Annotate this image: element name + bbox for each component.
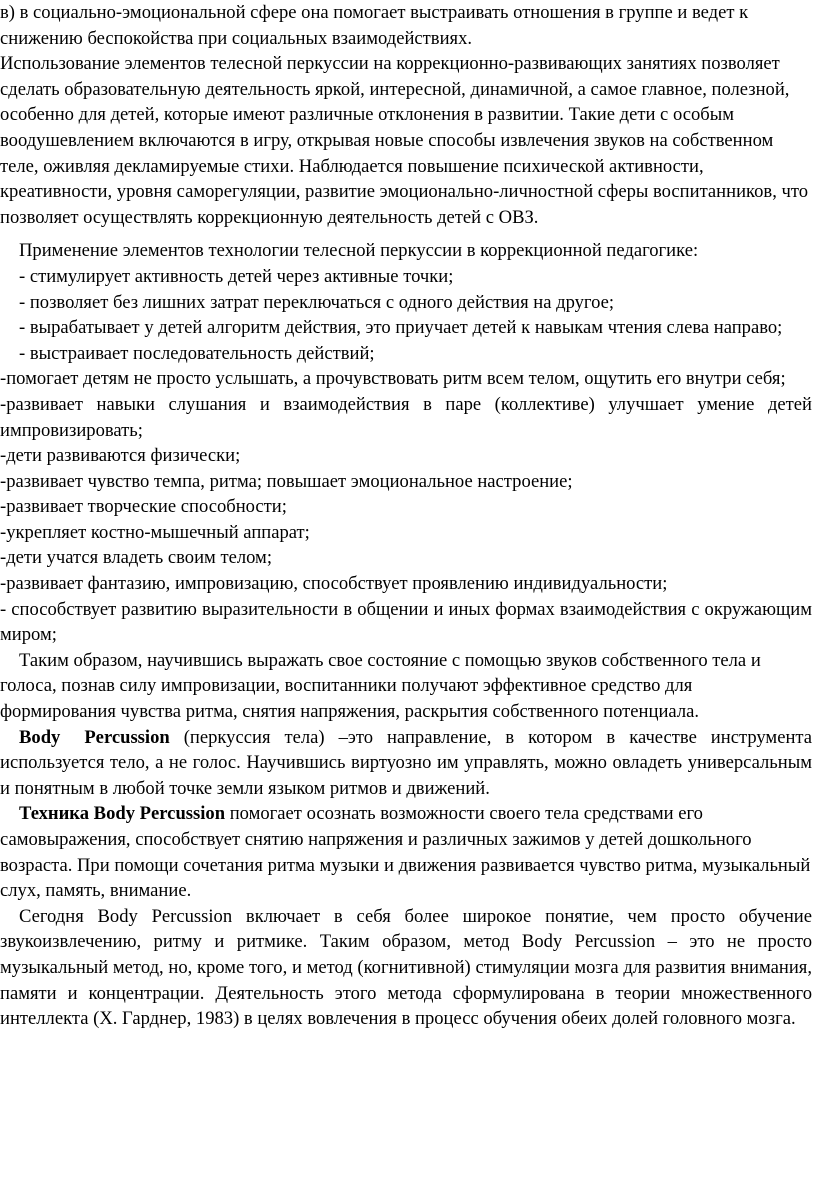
list-item: -развивает чувство темпа, ритма; повышает эмоциональное настроение;: [0, 470, 573, 492]
list-item: -дети учатся владеть своим телом;: [0, 547, 272, 569]
list-intro: Применение элементов технологии телесной перкуссии в коррекционной педагогике:: [19, 240, 699, 262]
paragraph-social-emotional: в) в социально-эмоциональной сфере она помогает выстраивать отношения в группе и ведет к снижению беспокойства при социальных взаимодействиях.: [0, 2, 749, 49]
benefits-list: [0, 264, 812, 648]
list-item: - стимулирует активность детей через активные точки;: [19, 265, 454, 287]
paragraph-today: Сегодня Body Percussion включает в себя более широкое понятие, чем просто обучение звукоизвлечению, ритму и ритмике. Таким образом, метод Body Percussion – это не просто музыкальный метод, но, кроме того, и метод (когнитивной) стимуляции мозга для развития внимания, памяти и концентрации. Деятельность этого метода сформулирована в теории множественного интеллекта (Х. Гарднер, 1983) в целях вовлечения в процесс обучения обеих долей головного мозга.: [0, 905, 812, 1030]
list-item: -укрепляет костно-мышечный аппарат;: [0, 521, 310, 543]
term-body-percussion: Body Percussion: [19, 726, 170, 748]
paragraph-body-percussion: [0, 725, 812, 802]
list-item: -развивает творческие способности;: [0, 496, 287, 518]
list-item: -развивает фантазию, импровизацию, способствует проявлению индивидуальности;: [0, 573, 668, 595]
paragraph-usage: Использование элементов телесной перкуссии на коррекционно-развивающих занятиях позволяет сделать образовательную деятельность яркой, интересной, динамичной, а самое главное, полезной, особенно для детей, которые имеют различные отклонения в развитии. Такие дети с особым воодушевлением включаются в игру, открывая новые способы извлечения звуков на собственном теле, оживляя декламируемые стихи. Наблюдается повышение психической активности, креативности, уровня саморегуляции, развитие эмоционально-личностной сферы воспитанников, что позволяет осуществлять коррекционную деятельность детей с ОВЗ.: [0, 53, 809, 228]
paragraph-body-percussion-text: (перкуссия тела) –это направление, в котором в качестве инструмента используется тело, а не голос. Научившись виртуозно им управлять, можно овладеть универсальным и понятным в любой точке земли языком ритмов и движений.: [0, 726, 812, 799]
list-item: - позволяет без лишних затрат переключаться с одного действия на другое;: [19, 291, 615, 313]
list-item: -дети развиваются физически;: [0, 445, 241, 467]
paragraph-technique: [0, 801, 812, 903]
paragraph-technique-text: помогает осознать возможности своего тела средствами его самовыражения, способствует снятию напряжения и различных зажимов у детей дошкольного возраста. При помощи сочетания ритма музыки и движения развивается чувство ритма, музыкальный слух, память, внимание.: [0, 803, 811, 902]
list-item: - выстраивает последовательность действий;: [19, 342, 375, 364]
list-item: -помогает детям не просто услышать, а прочувствовать ритм всем телом, ощутить его внутри себя;: [0, 368, 786, 390]
list-item: - способствует развитию выразительности в общении и иных формах взаимодействия с окружающим миром;: [0, 598, 812, 646]
term-technique: Техника Body Percussion: [19, 803, 226, 825]
list-item: - вырабатывает у детей алгоритм действия, это приучает детей к навыкам чтения слева направо;: [19, 317, 783, 339]
paragraph-conclusion: Таким образом, научившись выражать свое состояние с помощью звуков собственного тела и голоса, познав силу импровизации, воспитанники получают эффективное средство для формирования чувства ритма, снятия напряжения, раскрытия собственного потенциала.: [0, 649, 761, 723]
list-item: -развивает навыки слушания и взаимодействия в паре (коллективе) улучшает умение детей импровизировать;: [0, 393, 812, 441]
